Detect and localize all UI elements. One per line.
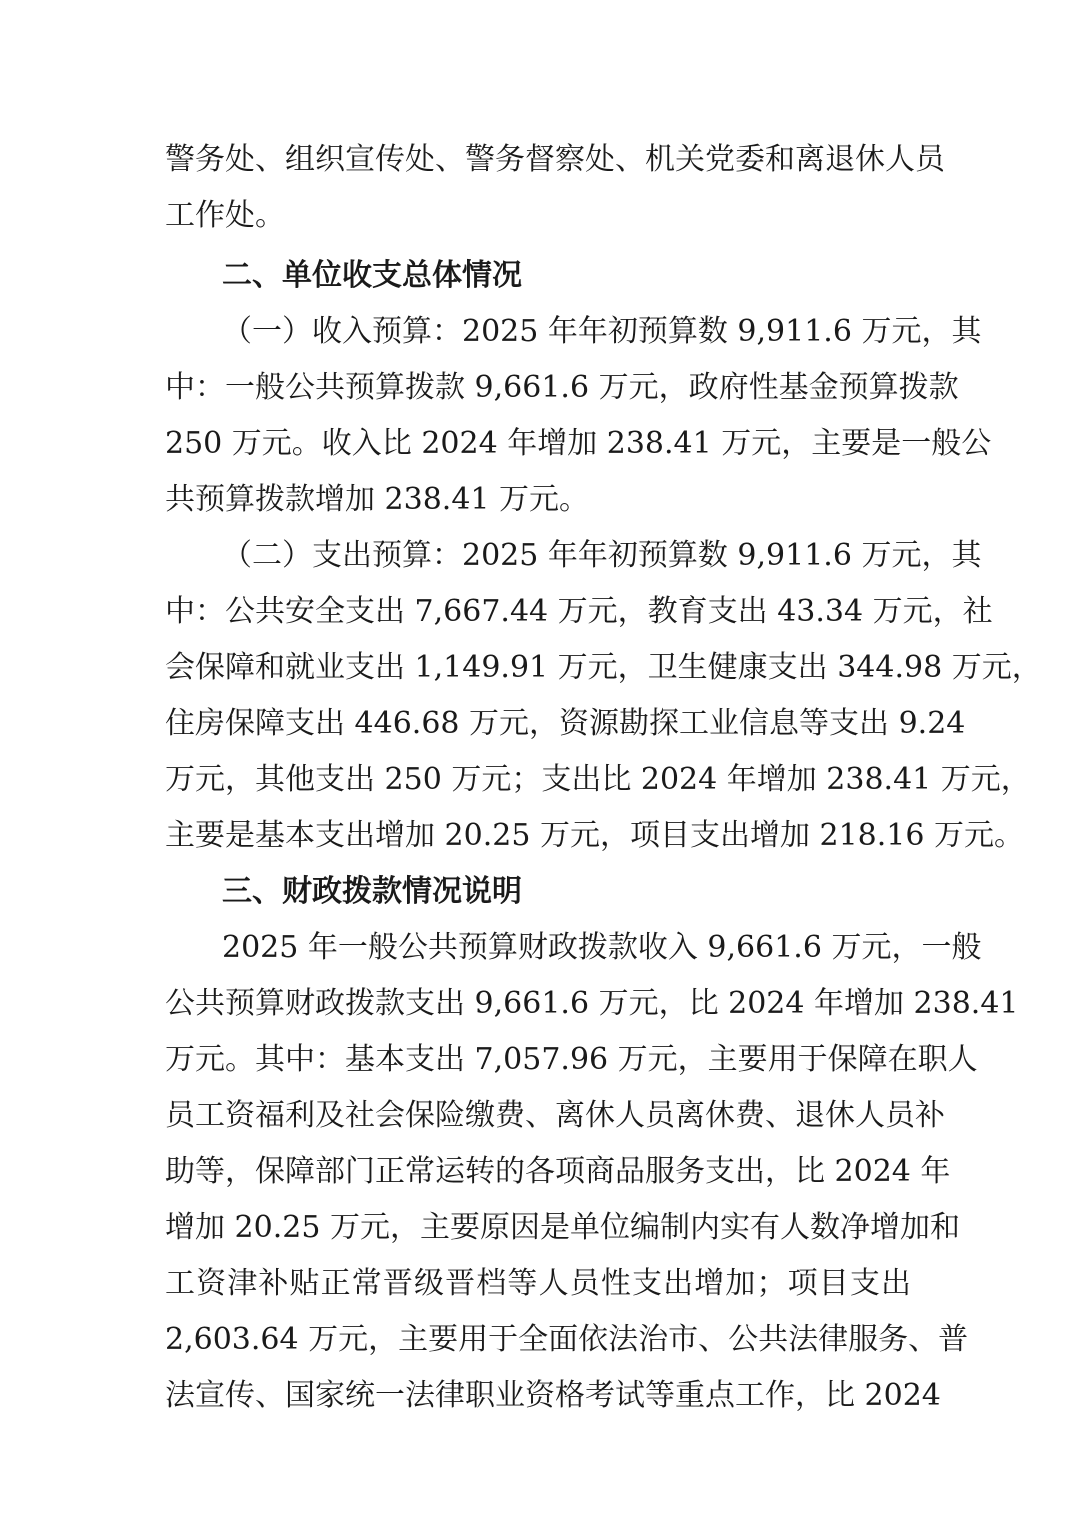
appropriation-line-7: 工资津补贴正常晋级晋档等人员性支出增加；项目支出 xyxy=(165,1266,911,1301)
expenditure-line-4: 住房保障支出 446.68 万元，资源勘探工业信息等支出 9.24 xyxy=(165,706,966,741)
expenditure-line-6: 主要是基本支出增加 20.25 万元，项目支出增加 218.16 万元。 xyxy=(165,818,1024,853)
expenditure-line-3: 会保障和就业支出 1,149.91 万元，卫生健康支出 344.98 万元， xyxy=(165,650,1042,685)
appropriation-line-6: 增加 20.25 万元，主要原因是单位编制内实有人数净增加和 xyxy=(165,1210,960,1245)
appropriation-line-3: 万元。其中：基本支出 7,057.96 万元，主要用于保障在职人 xyxy=(165,1042,978,1077)
appropriation-line-8: 2,603.64 万元，主要用于全面依法治市、公共法律服务、普 xyxy=(165,1322,969,1357)
intro-line-1: 警务处、组织宣传处、警务督察处、机关党委和离退休人员 xyxy=(165,142,945,177)
expenditure-line-2: 中：公共安全支出 7,667.44 万元，教育支出 43.34 万元，社 xyxy=(165,594,993,629)
expenditure-line-1: （二）支出预算：2025 年年初预算数 9,911.6 万元，其 xyxy=(222,538,982,573)
income-line-2: 中：一般公共预算拨款 9,661.6 万元，政府性基金预算拨款 xyxy=(165,370,959,405)
appropriation-line-1: 2025 年一般公共预算财政拨款收入 9,661.6 万元，一般 xyxy=(222,930,982,965)
intro-line-2: 工作处。 xyxy=(165,198,285,233)
income-line-1: （一）收入预算：2025 年年初预算数 9,911.6 万元，其 xyxy=(222,314,982,349)
income-line-3: 250 万元。收入比 2024 年增加 238.41 万元，主要是一般公 xyxy=(165,426,992,461)
section-two-heading: 二、单位收支总体情况 xyxy=(222,258,522,293)
appropriation-line-9: 法宣传、国家统一法律职业资格考试等重点工作，比 2024 xyxy=(165,1378,941,1413)
income-line-4: 共预算拨款增加 238.41 万元。 xyxy=(165,482,590,517)
appropriation-line-2: 公共预算财政拨款支出 9,661.6 万元，比 2024 年增加 238.41 xyxy=(165,986,1019,1021)
section-three-heading: 三、财政拨款情况说明 xyxy=(222,874,522,909)
appropriation-line-4: 员工资福利及社会保险缴费、离休人员离休费、退休人员补 xyxy=(165,1098,945,1133)
expenditure-line-5: 万元，其他支出 250 万元；支出比 2024 年增加 238.41 万元， xyxy=(165,762,1031,797)
appropriation-line-5: 助等，保障部门正常运转的各项商品服务支出，比 2024 年 xyxy=(165,1154,951,1189)
